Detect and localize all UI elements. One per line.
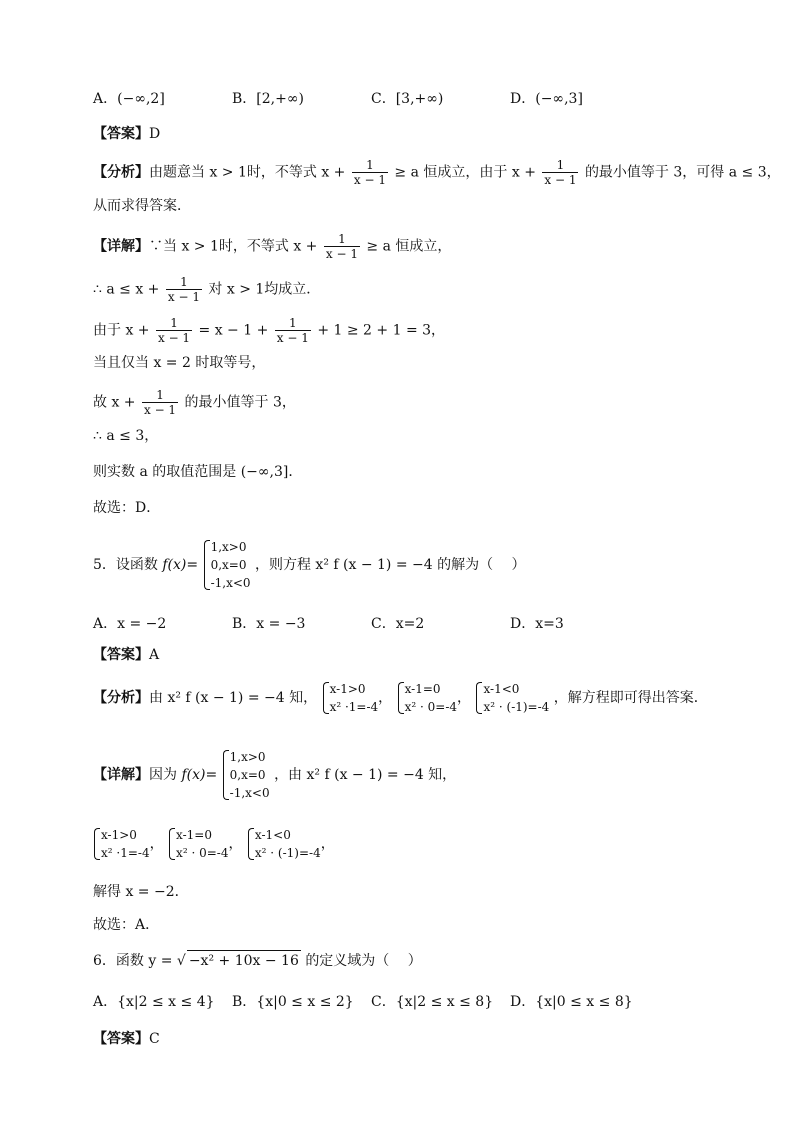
q4-option-c: C．[3,+∞) [371,91,444,107]
q4-detail-line-2: ∴ a ≤ x + $\frac{1}{x - 1}$ 对 x > 1均成立． [93,275,321,304]
q6-option-c: C．{x|2 ≤ x ≤ 8} [371,994,494,1010]
q5-solve: 解得 x = −2． [93,884,189,900]
fraction: $\frac{1}{x - 1}$ [353,158,386,187]
q4-detail-line-7: 则实数 a 的取值范围是 (−∞,3]． [93,464,303,480]
q5-detail: 【详解】因为 f(x)= 1,x>0 0,x=0 -1,x<0 ，由 x² f (x − 1) = −4 知， [93,750,457,800]
q6-option-b: B．{x|0 ≤ x ≤ 2} [232,994,354,1010]
fraction: $\frac{1}{x - 1}$ [325,232,358,261]
q4-option-a: A．(−∞,2] [93,91,165,107]
fraction: $\frac{1}{x - 1}$ [143,388,177,417]
piecewise-brace: 1,x>0 0,x=0 -1,x<0 [203,538,251,592]
equation-system-1: x-1>0 x² ·1=-4 [322,680,379,716]
equation-system-3: x-1<0 x² · (-1)=-4 [247,826,321,862]
equation-system-2: x-1=0 x² · 0=-4 [168,826,228,862]
sqrt-sign: √ [176,953,186,969]
q6-option-a: A．{x|2 ≤ x ≤ 4} [93,994,215,1010]
q4-option-b: B．[2,+∞) [232,91,304,107]
q6-option-d: D．{x|0 ≤ x ≤ 8} [510,994,633,1010]
piecewise-brace: 1,x>0 0,x=0 -1,x<0 [222,748,270,802]
fraction: $\frac{1}{x - 1}$ [157,316,191,345]
q6-options [93,991,713,1013]
q4-detail-line-5: 故 x + $\frac{1}{x - 1}$ 的最小值等于 3， [93,388,296,417]
q5-option-d: D．x=3 [510,616,564,632]
q4-detail-line-4: 当且仅当 x = 2 时取等号， [93,355,266,371]
question-6: 6．函数 y = √ −x² + 10x − 16 的定义域为（ ） [93,950,422,971]
q5-option-b: B．x = −3 [232,616,306,632]
equation-system-3: x-1<0 x² · (-1)=-4 [475,680,549,716]
q5-choice: 故选：A． [93,917,160,933]
q4-answer: 【答案】D [93,126,161,142]
q4-detail-line-1: 【详解】∵当 x > 1时，不等式 x + $\frac{1}{x - 1}$ ≥ a 恒成立， [93,232,452,261]
q4-analysis-line-1: 【分析】由题意当 x > 1时，不等式 x + $\frac{1}{x - 1}$ ≥ a 恒成立，由于 x + $\frac{1}{x - 1}$ 的最小值等于 3，可得 a ≤ 3， [93,158,781,187]
q5-detail-systems: x-1>0 x² ·1=-4 ， x-1=0 x² · 0=-4 ， x-1<0 x² · (-1)=-4 ， [93,826,335,862]
equation-system-1: x-1>0 x² ·1=-4 [93,826,150,862]
q4-options [93,88,713,110]
q5-option-c: C．x=2 [371,616,425,632]
q4-detail-line-3: 由于 x + $\frac{1}{x - 1}$ = x − 1 + $\frac{1}{x - 1}$ + 1 ≥ 2 + 1 = 3， [93,316,446,345]
q6-answer: 【答案】C [93,1031,160,1047]
q5-option-a: A．x = −2 [93,616,167,632]
q4-detail-line-8: 故选：D． [93,500,161,516]
fraction: $\frac{1}{x - 1}$ [167,275,200,304]
fraction: $\frac{1}{x - 1}$ [544,158,577,187]
q5-answer: 【答案】A [93,647,160,663]
q4-detail-line-6: ∴ a ≤ 3， [93,428,159,444]
question-5: 5．设函数 f(x)= 1,x>0 0,x=0 -1,x<0 ，则方程 x² f (x − 1) = −4 的解为（ ） [93,540,526,590]
q5-options [93,613,713,635]
q4-analysis-line-2: 从而求得答案． [93,198,191,214]
equation-system-2: x-1=0 x² · 0=-4 [397,680,457,716]
fraction: $\frac{1}{x - 1}$ [276,316,309,345]
q5-analysis: 【分析】由 x² f (x − 1) = −4 知， x-1>0 x² ·1=-4 ， x-1=0 x² · 0=-4 ， x-1<0 x² · (-1)=-4 ，解方程即可得出答案． [93,682,708,714]
q4-option-d: D．(−∞,3] [510,91,583,107]
